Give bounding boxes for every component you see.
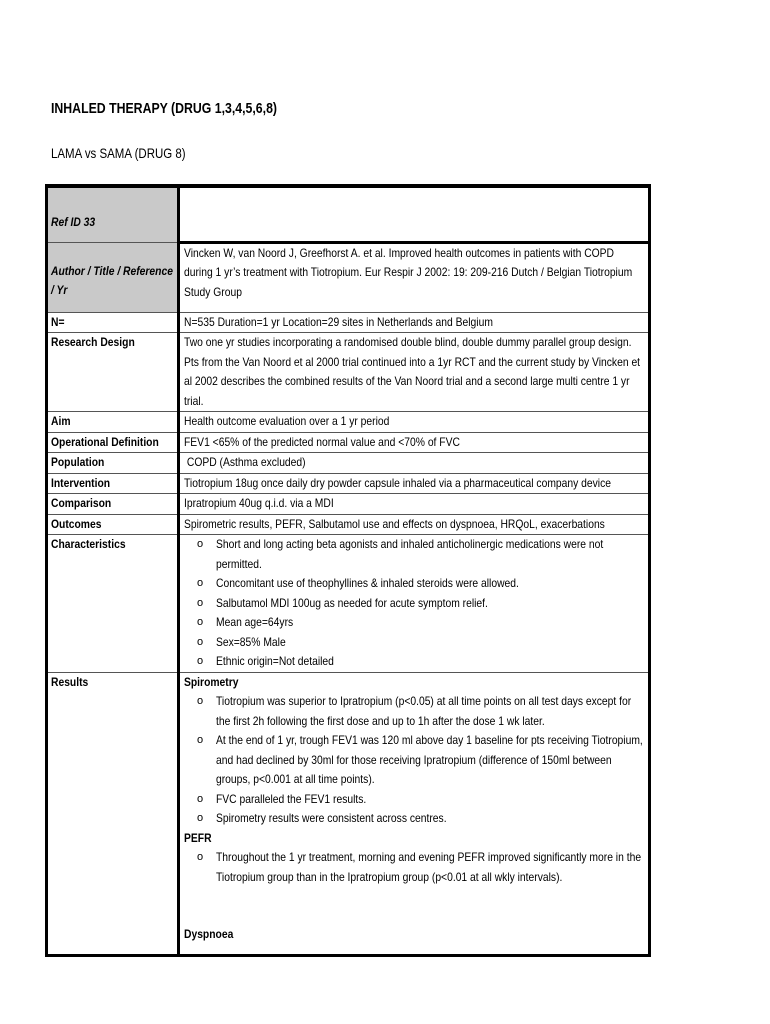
list-item: o Ethnic origin=Not detailed xyxy=(197,652,644,672)
list-item: o Salbutamol MDI 100ug as needed for acute symptom relief. xyxy=(197,594,644,614)
intervention-label: Intervention xyxy=(51,475,111,490)
dyspnoea-heading: Dyspnoea xyxy=(184,927,234,941)
operational-definition-label: Operational Definition xyxy=(51,434,159,449)
pefr-heading: PEFR xyxy=(184,830,212,845)
ref-id-label: Ref ID 33 xyxy=(51,215,96,229)
list-item: o Spirometry results were consistent across centres. xyxy=(197,809,644,829)
list-item: o FVC paralleled the FEV1 results. xyxy=(197,790,644,810)
results-label: Results xyxy=(51,674,89,689)
outcomes-label: Outcomes xyxy=(51,516,102,531)
list-item: o Sex=85% Male xyxy=(197,633,644,653)
author-label: Author / Title / Reference / Yr xyxy=(51,263,173,297)
outcomes-value: Spirometric results, PEFR, Salbutamol use and effects on dyspnoea, HRQoL, exacerbations xyxy=(184,516,605,531)
operational-definition-value: FEV1 <65% of the predicted normal value and <70% of FVC xyxy=(184,434,460,449)
list-item: o Mean age=64yrs xyxy=(197,613,644,633)
intervention-value: Tiotropium 18ug once daily dry powder capsule inhaled via a pharmaceutical company device xyxy=(184,475,611,490)
comparison-label: Comparison xyxy=(51,496,112,510)
characteristics-label: Characteristics xyxy=(51,537,126,551)
row-operational-definition xyxy=(47,432,650,453)
research-design-line-2: Pts from the Van Noord et al 2000 trial continued into a 1yr RCT and the current study by Vincken et al 2002 describes the combined results of the Van Noord trial and a second large multi centre 1 yr trial. xyxy=(184,354,641,408)
evidence-table xyxy=(45,184,651,957)
comparison-value: Ipratropium 40ug q.i.d. via a MDI xyxy=(184,496,334,510)
characteristics-list xyxy=(184,535,644,672)
author-value: Vincken W, van Noord J, Greefhorst A. et al. Improved health outcomes in patients with COPD during 1 yr’s treatment with Tiotropium. Eur Respir J 2002: 19: 209-216 Dutch / Belgian Tiotropium Study Group xyxy=(184,245,633,299)
row-n xyxy=(47,312,650,333)
research-design-line-1: Two one yr studies incorporating a randomised double blind, double dummy parallel group design. xyxy=(184,335,632,349)
population-value: COPD (Asthma excluded) xyxy=(184,455,306,469)
list-item: o Concomitant use of theophyllines & inhaled steroids were allowed. xyxy=(197,574,644,594)
row-aim xyxy=(47,412,650,433)
spirometry-heading: Spirometry xyxy=(184,674,239,689)
row-characteristics xyxy=(47,535,650,673)
row-author xyxy=(47,242,650,312)
row-results xyxy=(47,672,650,955)
list-item: o Throughout the 1 yr treatment, morning and evening PEFR improved significantly more in the Tiotropium group than in the Ipratropium group (p<0.01 at all wkly intervals). xyxy=(197,848,644,887)
list-item: o Tiotropium was superior to Ipratropium (p<0.05) at all time points on all test days except for the first 2h following the first dose and up to 1h after the dose 1 wk later. xyxy=(197,692,644,731)
row-population xyxy=(47,453,650,474)
row-research-design xyxy=(47,333,650,412)
list-item: o Short and long acting beta agonists and inhaled anticholinergic medications were not permitted. xyxy=(197,535,644,574)
aim-label: Aim xyxy=(51,414,71,428)
pefr-list xyxy=(184,848,644,887)
list-item: o At the end of 1 yr, trough FEV1 was 120 ml above day 1 baseline for pts receiving Tiotropium, and had declined by 30ml for those receiving Ipratropium (difference of 150ml between groups, p<0.001 at all time points). xyxy=(197,731,644,790)
document-subheading: LAMA vs SAMA (DRUG 8) xyxy=(51,145,186,161)
spirometry-list xyxy=(184,692,644,829)
row-ref-id xyxy=(47,186,650,242)
row-comparison xyxy=(47,494,650,515)
aim-value: Health outcome evaluation over a 1 yr period xyxy=(184,414,390,428)
row-intervention xyxy=(47,473,650,494)
row-outcomes xyxy=(47,514,650,535)
document-heading: INHALED THERAPY (DRUG 1,3,4,5,6,8) xyxy=(51,100,278,117)
n-value: N=535 Duration=1 yr Location=29 sites in Netherlands and Belgium xyxy=(184,314,493,329)
population-label: Population xyxy=(51,455,105,469)
n-label: N= xyxy=(51,314,65,329)
research-design-label: Research Design xyxy=(51,335,135,349)
